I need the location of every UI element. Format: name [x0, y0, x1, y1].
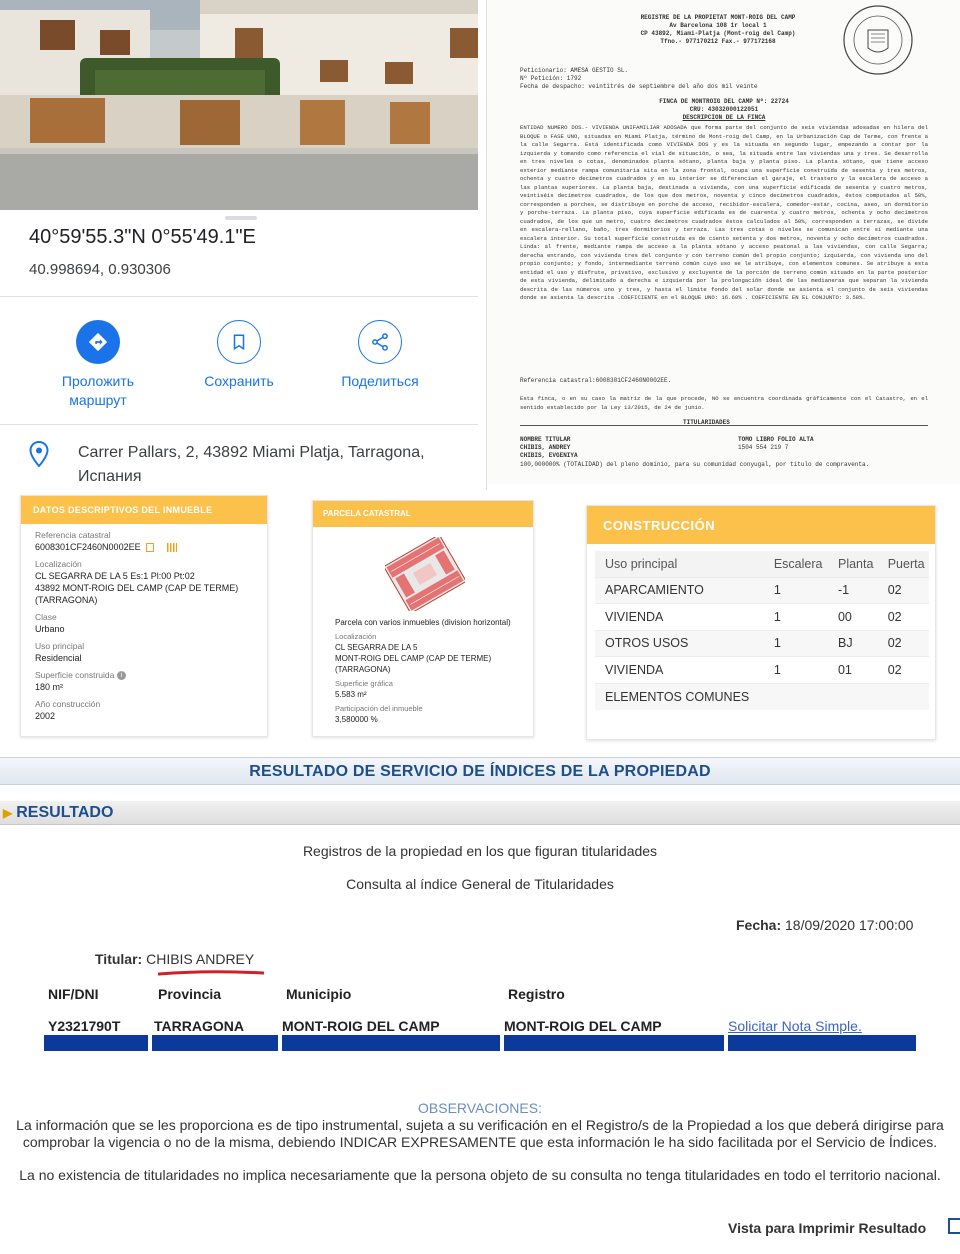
table-row	[595, 630, 929, 657]
table-header-row	[595, 551, 929, 577]
localizacion-field	[21, 559, 267, 606]
construccion-table	[595, 551, 929, 710]
field-label: Superficie construida	[35, 670, 115, 680]
column-header: Registro	[508, 986, 565, 1002]
titular-value: CHIBIS ANDREY	[146, 951, 255, 967]
observaciones-text: La información que se les proporciona es de tipo instrumental, sujeta a su verificación en el Registro/s de la Propiedad a los que deberá dirigirse para comprobar la vigencia o no de la misma, debiendo INDICAR EXPRESAMENTE que esta información le ha sido facilitada por el Servicio de Índices.	[16, 1117, 944, 1150]
request-meta	[520, 67, 758, 91]
field-label: Clase	[35, 612, 57, 622]
registry-document-scan	[488, 0, 960, 484]
field-value: Urbano	[35, 624, 65, 634]
registro-cell: MONT-ROIG DEL CAMP	[504, 1018, 662, 1034]
print-view-link[interactable]: Vista para Imprimir Resultado	[728, 1220, 927, 1236]
table-cell: VIVIENDA	[595, 657, 764, 684]
share-icon	[358, 320, 402, 364]
uso-field	[21, 641, 267, 664]
street-view-photo[interactable]	[0, 0, 478, 210]
registry-header	[588, 14, 848, 46]
ref-catastral-field	[21, 530, 267, 553]
field-label: Localización	[35, 559, 82, 569]
maps-place-panel	[0, 0, 487, 490]
row-bar	[504, 1035, 724, 1051]
coordinates-decimal: 40.998694, 0.930306	[29, 261, 171, 278]
directions-button[interactable]	[38, 320, 158, 410]
solicitar-nota-simple-link[interactable]: Solicitar Nota Simple.	[728, 1018, 862, 1034]
coordinates-dms: 40°59'55.3"N 0°55'49.1"E	[29, 226, 256, 248]
municipio-cell: MONT-ROIG DEL CAMP	[282, 1018, 440, 1034]
resultado-subtitle: RESULTADO	[16, 804, 114, 821]
sheet-drag-handle[interactable]	[225, 216, 257, 220]
table-cell: 1	[764, 577, 828, 604]
field-label: Año construcción	[35, 699, 101, 709]
observaciones-text-2: La no existencia de titularidades no implica necesariamente que la persona objeto de su consulta no tenga titularidades en todo el territorio nacional.	[19, 1167, 941, 1183]
row-bar	[152, 1035, 278, 1051]
field-value: 2002	[35, 711, 56, 721]
parcel-map-thumbnail[interactable]	[385, 537, 465, 611]
anio-field	[21, 699, 267, 722]
loc-line: CL SEGARRA DE LA 5	[335, 643, 418, 652]
directions-icon	[76, 320, 120, 364]
row-bar	[282, 1035, 500, 1051]
parcela-catastral-card	[312, 500, 534, 737]
red-underline-annotation	[158, 969, 264, 977]
table-cell: 1	[764, 657, 828, 684]
table-cell: APARCAMIENTO	[595, 577, 764, 604]
parcela-desc: Parcela con varios inmuebles (division horizontal)	[335, 618, 511, 627]
consulta-heading: Consulta al índice General de Titularidades	[346, 876, 614, 892]
table-cell: OTROS USOS	[595, 630, 764, 657]
house-photo	[0, 0, 478, 210]
peticionario: Peticionario: AMESA GESTIO SL.	[520, 67, 629, 74]
info-icon[interactable]: i	[117, 671, 126, 680]
parcela-desc-field	[313, 617, 533, 628]
column-header: Uso principal	[595, 551, 764, 577]
fecha	[736, 917, 913, 933]
field-label: Superficie gráfica	[335, 679, 393, 688]
table-cell	[764, 683, 828, 710]
divider	[0, 296, 478, 297]
parcela-sup-field	[313, 679, 533, 700]
table-cell	[828, 683, 878, 710]
loc-line: CL SEGARRA DE LA 5 Es:1 Pl:00 Pt:02	[35, 571, 195, 581]
doc-ref-catastral: Referencia catastral:6008301CF2460N0002EE.	[520, 377, 672, 384]
resultado-page-title: RESULTADO DE SERVICIO DE ÍNDICES DE LA PROPIEDAD	[0, 757, 960, 785]
field-label: Participación del inmueble	[335, 704, 423, 713]
owners-header	[520, 436, 928, 444]
loc-line: MONT-ROIG DEL CAMP (CAP DE TERME)	[335, 654, 492, 663]
doc-coordinacion: Esta finca, o en su caso la matriz de la que procede, NO se encuentra coordinada gráficamente con el Catastro, en el sentido establecido por la Ley 13/2015, de 24 de junio.	[520, 395, 928, 411]
loc-line: (TARRAGONA)	[335, 665, 391, 674]
table-cell: 02	[878, 657, 929, 684]
datos-descriptivos-card	[20, 495, 268, 737]
column-header: Escalera	[764, 551, 828, 577]
registry-address: Av Barcelona 108 1r local 1	[669, 22, 767, 29]
card-title: CONSTRUCCIÓN	[587, 506, 935, 544]
owner-row	[520, 444, 928, 452]
parcela-part-field	[313, 704, 533, 725]
pleno-dominio: 100,000000% (TOTALIDAD) del pleno dominio, para su comunidad conyugal, por título de compraventa.	[520, 461, 870, 468]
registros-heading: Registros de la propiedad en los que figuran titularidades	[302, 843, 658, 859]
table-cell	[878, 683, 929, 710]
registry-phone: Tfno.- 977170212 Fax.- 977172168	[660, 38, 776, 45]
copy-icon[interactable]	[146, 543, 154, 552]
field-value: 180 m²	[35, 682, 64, 692]
column-header: NIF/DNI	[48, 986, 99, 1002]
field-value: 5.583 m²	[335, 690, 367, 699]
superficie-field	[21, 670, 267, 693]
fecha-value: 18/09/2020 17:00:00	[785, 917, 914, 933]
bookmark-icon	[217, 320, 261, 364]
owners-header-name: NOMBRE TITULAR	[520, 436, 571, 443]
registry-seal	[833, 2, 923, 87]
table-cell: ELEMENTOS COMUNES	[595, 683, 764, 710]
finca-description: ENTIDAD NUMERO DOS.- VIVIENDA UNIFAMILIAR ADOSADA que forma parte del conjunto de seis viviendas adosadas en hilera del BLOQUE o FASE UNO, situadas en Miami Platja, término de Mont-roig del Camp, en la Urbanización Cap de Terme, con frente a la calle Segarra. Está identificada como VIVIENDA DOS y es la situada en segundo lugar, empezando a contar por la izquierda y tomando como referencia el vial de situación, o sea, la situada entre las viviendas una y tres. Se desarrolla en tres niveles o cotas, denominados planta sótano, planta baja y planta piso. La planta sótano, que tiene acceso exterior mediante rampa comunitaria sita en la zona frontal, ocupa una superficie construida de sesenta y tres metros, ochenta y cuatro decímetros cuadrados y en su interior se diferencian el garaje, el trastero y la escalera de acceso a las plantas superiores. La planta baja, destinada a vivienda, con una superficie edificada de sesenta y cuatro metros, veintiséis decímetros cuadrados, de los que dos metros, noventa y cinco decímetros cuadrados, éstos computados al 50%, corresponden a porches, se distribuye en porche de acceso, recibidor-escalera, comedor-estar, cocina, aseo, un dormitorio y porche-terraza. La planta piso, cuya superficie edificada es de cuarenta y cuatro metros, ochenta y ocho decímetros cuadrados, de los que un metro, cuatro decímetros cuadrados éstos calculados al 50%, corresponden a terrazas, se divide en escalera-rellano, baño, tres dormitorios y terraza. Las tres cotas o niveles se comunican entre sí mediante una escalera interior. Su total superficie construida es de ciento setenta y dos metros, noventa y ocho decímetros cuadrados. Linda: al frente, mediante rampa de acceso a la planta sótano y acceso peatonal a las viviendas, con calle Segarra; derecha entrando, con vivienda tres del conjunto y con terreno común del propio conjunto; izquierda, con vivienda uno del propio conjunto; y fondo, intermediante terreno común cuyo uso se le atribuye, con elementos comunes. Se atribuye a esta entidad el uso y disfrute, privativo, exclusivo y excluyente de la porción de terreno común situado en la parte posterior de esta vivienda, delimitado a derecha e izquierda por la prolongación ideal de las medianeras que separan la vivienda descrita de las números uno y tres, y hasta el límite fondo del solar donde se asienta el conjunto de seis viviendas donde se asienta la descrita .COEFICIENTE en el BLOQUE UNO: 16.60% . COEFICIENTE EN EL CONJUNTO: 3.58%.	[520, 124, 928, 301]
owners-header-cols: TOMO LIBRO FOLIO ALTA	[738, 436, 814, 443]
finca-number: FINCA DE MONTROIG DEL CAMP Nº: 22724	[659, 98, 789, 105]
column-header: Provincia	[158, 986, 222, 1002]
table-cell: VIVIENDA	[595, 604, 764, 631]
loc-line: (TARRAGONA)	[35, 595, 98, 605]
owner-data: 1504 554 219 7	[738, 444, 789, 451]
save-button[interactable]	[179, 320, 299, 391]
card-title: PARCELA CATASTRAL	[313, 501, 533, 527]
column-header: Planta	[828, 551, 878, 577]
titular	[95, 951, 254, 967]
construccion-card	[586, 505, 936, 740]
fecha-label: Fecha:	[736, 917, 782, 933]
field-label: Localización	[335, 632, 377, 641]
owner-name: CHIBIS, ANDREY	[520, 444, 571, 451]
field-label: Referencia catastral	[35, 530, 111, 540]
divider	[0, 424, 478, 425]
barcode-icon[interactable]	[167, 543, 177, 552]
table-cell: BJ	[828, 630, 878, 657]
share-button[interactable]	[320, 320, 440, 391]
owners-table	[520, 436, 928, 460]
field-value	[35, 541, 253, 553]
nif-cell: Y2321790T	[48, 1018, 121, 1034]
field-value: 3,580000 %	[335, 715, 378, 724]
descripcion-title: DESCRIPCION DE LA FINCA	[682, 114, 766, 121]
table-cell: 00	[828, 604, 878, 631]
directions-label: Проложить маршрут	[61, 373, 135, 408]
field-label-row	[35, 670, 253, 681]
save-label: Сохранить	[204, 373, 274, 389]
card-title: DATOS DESCRIPTIVOS DEL INMUEBLE	[21, 496, 267, 524]
table-cell: 1	[764, 630, 828, 657]
chevron-right-icon: ▶	[3, 806, 13, 820]
table-row	[595, 657, 929, 684]
table-cell: 02	[878, 604, 929, 631]
table-cell: 02	[878, 630, 929, 657]
table-row	[595, 577, 929, 604]
numero-peticion: Nº Petición: 1792	[520, 75, 582, 82]
table-cell: 02	[878, 577, 929, 604]
column-header: Municipio	[286, 986, 352, 1002]
address-text[interactable]: Carrer Pallars, 2, 43892 Miami Platja, Tarragona, Испания	[78, 444, 425, 485]
registry-name: REGISTRE DE LA PROPIETAT MONT-ROIG DEL CAMP	[640, 14, 796, 21]
resultado-section-bar	[0, 801, 960, 825]
row-bar	[44, 1035, 148, 1051]
owner-row	[520, 452, 928, 460]
ref-catastral-value[interactable]: 6008301CF2460N0002EE	[35, 542, 141, 552]
table-cell: 01	[828, 657, 878, 684]
location-pin-icon	[29, 441, 49, 472]
share-label: Поделиться	[341, 373, 419, 389]
table-row	[595, 604, 929, 631]
table-cell: -1	[828, 577, 878, 604]
titular-label: Titular:	[95, 951, 143, 967]
loc-line: 43892 MONT-ROIG DEL CAMP (CAP DE TERME)	[35, 583, 239, 593]
clase-field	[21, 612, 267, 635]
print-icon[interactable]	[948, 1218, 960, 1234]
titularidades-label: TITULARIDADES	[683, 419, 730, 426]
owner-name: CHIBIS, EVGENIYA	[520, 452, 578, 459]
finca-header	[520, 98, 928, 122]
parcela-loc-field	[313, 632, 533, 675]
registry-city: CP 43892, Miami-Platja (Mont-roig del Camp)	[640, 30, 796, 37]
table-cell: 1	[764, 604, 828, 631]
field-label: Uso principal	[35, 641, 85, 651]
cru: CRU: 43032000122051	[689, 106, 759, 113]
field-value: Residencial	[35, 653, 82, 663]
fecha-despacho: Fecha de despacho: veintitrés de septiembre del año dos mil veinte	[520, 83, 758, 90]
observaciones-title: OBSERVACIONES:	[418, 1100, 542, 1116]
provincia-cell: TARRAGONA	[154, 1018, 244, 1034]
row-bar	[728, 1035, 916, 1051]
column-header: Puerta	[878, 551, 929, 577]
table-row	[595, 683, 929, 710]
